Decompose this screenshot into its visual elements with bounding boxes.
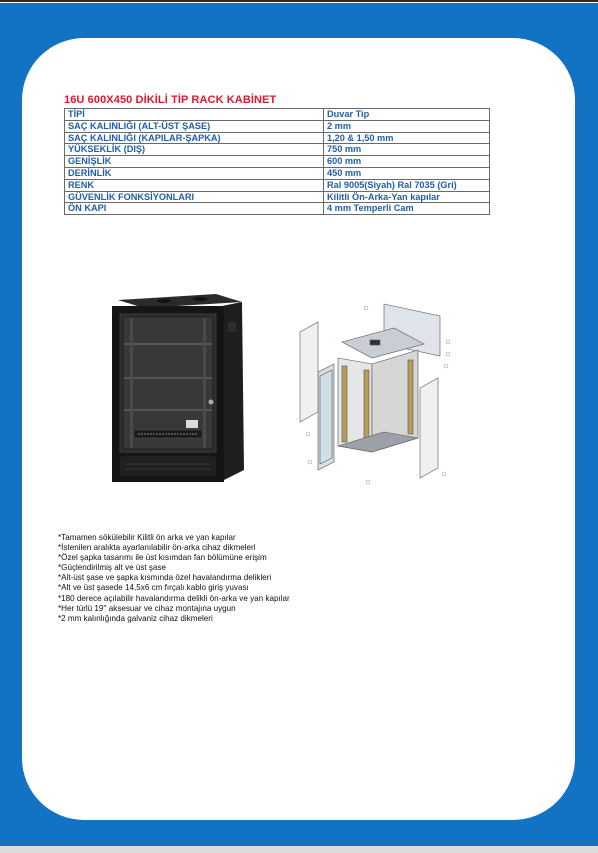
spec-label: RENK bbox=[65, 179, 324, 191]
spec-table bbox=[64, 108, 490, 215]
product-title: 16U 600X450 DİKİLİ TİP RACK KABİNET bbox=[64, 94, 277, 106]
spec-label: YÜKSEKLİK (DIŞ) bbox=[65, 144, 324, 156]
spec-row bbox=[65, 132, 490, 144]
spec-row bbox=[65, 179, 490, 191]
spec-label: GÜVENLİK FONKSİYONLARI bbox=[65, 191, 324, 203]
cabinet-photo bbox=[104, 292, 254, 484]
feature-item: *2 mm kalınlığında galvaniz cihaz dikmeleri bbox=[58, 613, 213, 623]
spec-row bbox=[65, 144, 490, 156]
footer-bar bbox=[0, 846, 598, 853]
feature-item: *Alt ve üst şasede 14,5x6 cm fırçalı kablo giriş yuvası bbox=[58, 583, 249, 593]
feature-item: *Her türlü 19'' aksesuar ve cihaz montajına uygun bbox=[58, 603, 236, 613]
feature-item: *İstenilen aralıkta ayarlanılabilir ön-arka cihaz dikmeleri bbox=[58, 543, 256, 553]
spec-row bbox=[65, 203, 490, 215]
feature-item: *Güçlendirilmiş alt ve üst şase bbox=[58, 563, 166, 573]
feature-item: *180 derece açılabilir havalandırma delikli ön-arka ve yan kapılar bbox=[58, 593, 290, 603]
feature-item: *Özel şapka tasarımı ile üst kısımdan fan bölümüne erişim bbox=[58, 553, 267, 563]
spec-label: TİPİ bbox=[65, 109, 324, 121]
spec-value: Ral 9005(Siyah) Ral 7035 (Gri) bbox=[324, 179, 490, 191]
spec-value: 2 mm bbox=[324, 120, 490, 132]
spec-label: DERİNLİK bbox=[65, 167, 324, 179]
features-list bbox=[58, 533, 290, 624]
top-border bbox=[0, 0, 598, 2]
spec-label: SAÇ KALINLIĞI (ALT-ÜST ŞASE) bbox=[65, 120, 324, 132]
spec-row bbox=[65, 167, 490, 179]
spec-label: SAÇ KALINLIĞI (KAPILAR-ŞAPKA) bbox=[65, 132, 324, 144]
spec-row bbox=[65, 120, 490, 132]
spec-value: 1,20 & 1,50 mm bbox=[324, 132, 490, 144]
feature-item: *Alt-üst şase ve şapka kısmında özel havalandırma delikleri bbox=[58, 573, 272, 583]
spec-value: 450 mm bbox=[324, 167, 490, 179]
spec-value: 4 mm Temperli Cam bbox=[324, 203, 490, 215]
exploded-diagram bbox=[298, 302, 458, 490]
spec-value: Duvar Tip bbox=[324, 109, 490, 121]
feature-item: *Tamamen sökülebilir Kilitli ön arka ve yan kapılar bbox=[58, 533, 236, 542]
spec-value: Kilitli Ön-Arka-Yan kapılar bbox=[324, 191, 490, 203]
spec-row bbox=[65, 109, 490, 121]
spec-label: GENİŞLİK bbox=[65, 156, 324, 168]
spec-row bbox=[65, 191, 490, 203]
spec-value: 600 mm bbox=[324, 156, 490, 168]
spec-value: 750 mm bbox=[324, 144, 490, 156]
spec-row bbox=[65, 156, 490, 168]
spec-label: ÖN KAPI bbox=[65, 203, 324, 215]
